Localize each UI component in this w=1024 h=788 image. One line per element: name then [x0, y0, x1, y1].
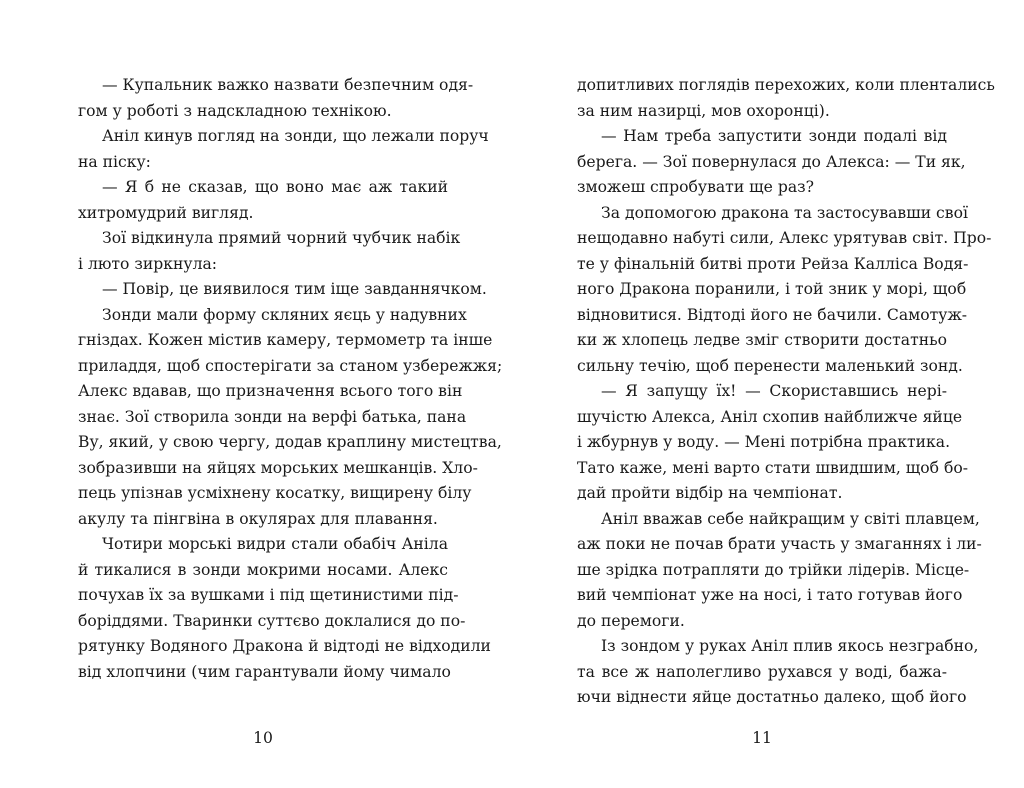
text-line: та все ж наполегливо рухався у воді, бажа-: [577, 662, 947, 681]
text-line: шучістю Алекса, Аніл схопив найближче яйце: [577, 407, 963, 426]
text-line: до перемоги.: [577, 611, 685, 630]
text-line: Аніл вважав себе найкращим у світі плавцем,: [601, 509, 980, 528]
text-line: акулу та пінгвіна в окулярах для плавання.: [78, 509, 438, 528]
text-line: й тикалися в зонди мокрими носами. Алекс: [78, 560, 448, 579]
text-line: — Повір, це виявилося тим іще завданнячком.: [102, 280, 487, 298]
text-line: аж поки не почав брати участь у змаганнях і ли-: [577, 535, 982, 553]
text-line: почухав їх за вушками і під щетинистими під-: [78, 586, 459, 604]
page-number-right: 11: [752, 729, 772, 747]
text-line: Ву, який, у свою чергу, додав краплину мистецтва,: [78, 433, 502, 451]
text-line: і жбурнув у воду. — Мені потрібна практика.: [577, 433, 951, 451]
text-line: — Нам треба запустити зонди подалі від: [601, 127, 947, 145]
text-line: Зонди мали форму скляних яєць у надувних: [102, 305, 467, 324]
text-line: боріддями. Тваринки суттєво доклалися до по-: [78, 611, 466, 630]
right-page-text: [577, 73, 995, 711]
text-line: допитливих поглядів перехожих, коли плентались: [577, 76, 995, 94]
text-line: ного Дракона поранили, і той зник у морі, щоб: [577, 280, 967, 298]
text-line: за ним назирці, мов охоронці).: [577, 101, 830, 120]
text-line: Алекс вдавав, що призначення всього того він: [78, 382, 463, 400]
text-line: — Купальник важко назвати безпечним одя-: [102, 76, 474, 94]
text-line: приладдя, щоб спостерігати за станом узбережжя;: [78, 356, 503, 375]
text-line: Чотири морські видри стали обабіч Аніла: [102, 535, 448, 553]
text-line: Аніл кинув погляд на зонди, що лежали поруч: [102, 127, 489, 145]
page-number-left: 10: [253, 729, 273, 747]
text-line: Зої відкинула прямий чорний чубчик набік: [102, 229, 461, 247]
left-page-text: [78, 73, 503, 685]
text-line: те у фінальній битві проти Рейза Калліса Водя-: [577, 254, 969, 273]
text-line: Із зондом у руках Аніл плив якось незграбно,: [601, 637, 979, 655]
text-line: сильну течію, щоб перенести маленький зонд.: [577, 356, 963, 375]
text-line: Тато каже, мені варто стати швидшим, щоб бо-: [577, 458, 969, 477]
text-line: За допомогою дракона та застосувавши свої: [601, 203, 968, 222]
text-line: нещодавно набуті сили, Алекс урятував світ. Про-: [577, 229, 992, 247]
text-line: знає. Зої створила зонди на верфі батька, пана: [78, 407, 467, 426]
text-line: дай пройти відбір на чемпіонат.: [577, 484, 843, 502]
text-line: берега. — Зої повернулася до Алекса: — Ти як,: [577, 152, 966, 171]
text-line: рятунку Водяного Дракона й відтоді не відходили: [78, 637, 491, 655]
text-line: і люто зиркнула:: [78, 254, 218, 273]
text-line: ше зрідка потрапляти до трійки лідерів. Місце-: [577, 560, 970, 579]
text-line: ючи віднести яйце достатньо далеко, щоб його: [577, 688, 967, 706]
text-line: відновитися. Відтоді його не бачили. Самотуж-: [577, 305, 968, 324]
text-line: гніздах. Кожен містив камеру, термометр та інше: [78, 331, 493, 349]
text-line: зможеш спробувати ще раз?: [577, 178, 814, 196]
text-line: зобразивши на яйцях морських мешканців. Хло-: [78, 458, 478, 477]
text-line: пець упізнав усміхнену косатку, вищирену білу: [78, 484, 472, 502]
text-line: вий чемпіонат уже на носі, і тато готував його: [577, 586, 963, 604]
text-line: на піску:: [78, 152, 151, 171]
text-line: від хлопчини (чим гарантували йому чимало: [78, 662, 451, 681]
text-line: — Я б не сказав, що воно має аж такий: [102, 178, 448, 196]
text-line: ки ж хлопець ледве зміг створити достатньо: [577, 331, 947, 349]
text-line: гом у роботі з надскладною технікою.: [78, 101, 392, 120]
text-line: хитромудрий вигляд.: [78, 203, 254, 222]
text-line: — Я запущу їх! — Скориставшись нері-: [601, 382, 947, 400]
